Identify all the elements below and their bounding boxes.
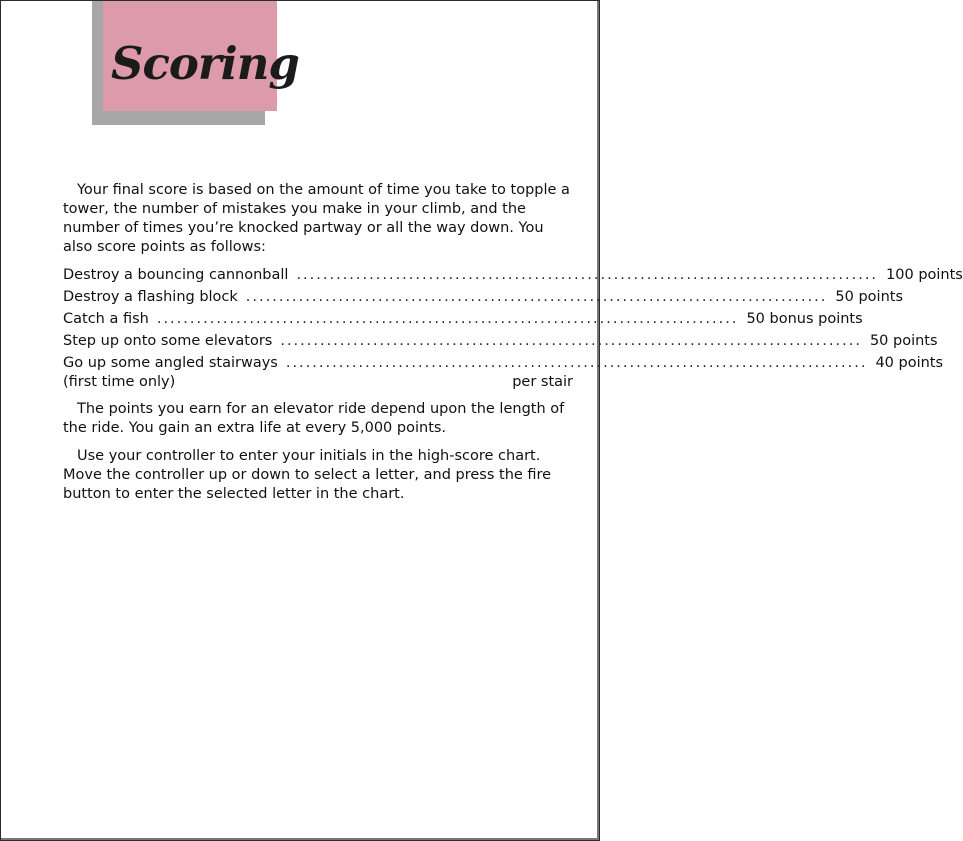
score-item-points: 50 points [835,289,903,305]
score-item [63,310,863,332]
score-item-points: 50 bonus points [746,311,863,327]
score-item-points: 40 points [875,355,944,371]
score-item-action: Destroy a flashing block [63,289,238,305]
score-item-points: 100 points [886,267,963,283]
dot-leader: ........................................................................................ [245,289,828,305]
score-item-action: Step up onto some elevators [63,333,273,349]
stairway-note [63,373,573,391]
score-item-action: Catch a fish [63,311,149,327]
page-content [63,181,963,513]
score-item [63,266,963,288]
score-item-action: Destroy a bouncing cannonball [63,267,289,283]
dot-leader: ........................................................................................ [296,267,879,283]
score-item-points: 50 points [869,333,938,349]
page-title: Scoring [111,37,299,90]
controller-paragraph: Use your controller to enter your initials in the high-score chart. Move the controller up or down to select a letter, and press the fire button to enter the selected letter in the chart. [63,448,552,502]
elevator-paragraph: The points you earn for an elevator ride depend upon the length of the ride. You gain an extra life at every 5,000 points. [63,401,565,436]
score-item-action: Go up some angled stairways [63,355,278,371]
dot-leader: ........................................................................................ [156,311,739,327]
score-list [63,266,963,391]
stairway-note-left: (first time only) [63,374,176,390]
dot-leader: ........................................................................................ [285,355,868,371]
intro-paragraph: Your final score is based on the amount of time you take to topple a tower, the number of mistakes you make in your climb, and the number of times you’re knocked partway or all the way down. You also score points as follows: [63,182,570,255]
dot-leader: ........................................................................................ [280,333,862,349]
score-item [63,332,938,354]
stairway-note-right: per stair [512,374,573,390]
score-item [63,288,903,310]
